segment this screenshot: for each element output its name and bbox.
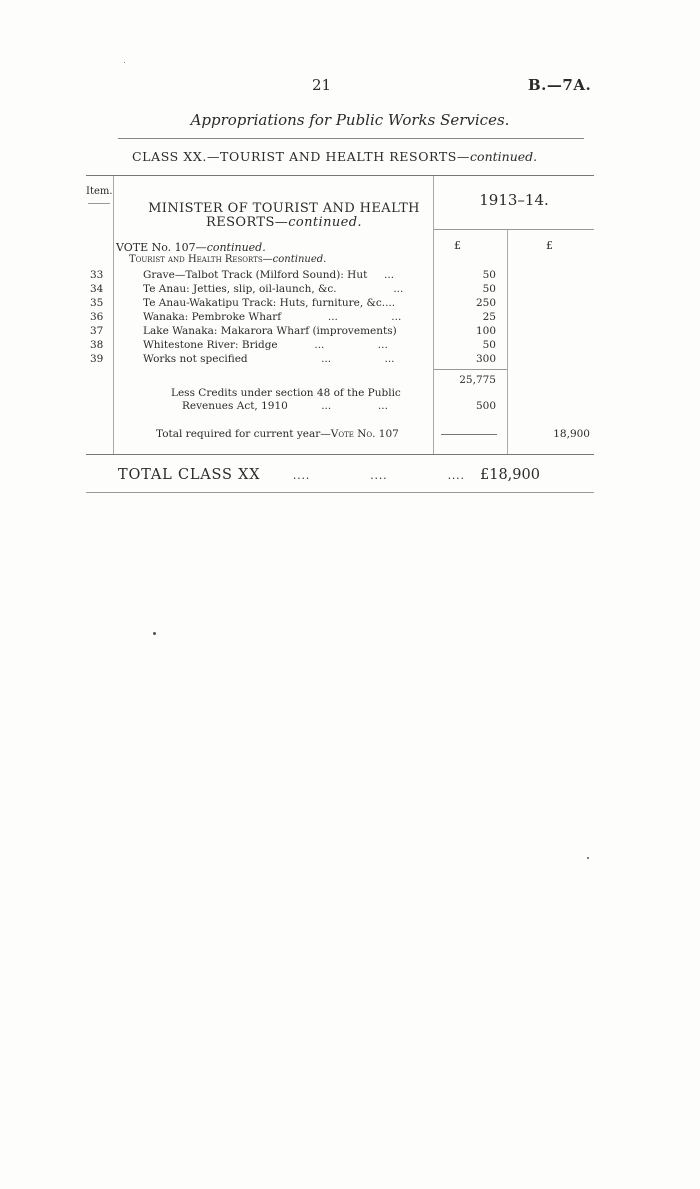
- row-description-text: Whitestone River: Bridge: [143, 339, 278, 351]
- total-required-vote: Vote No. 107: [330, 428, 399, 440]
- currency-header-2: £: [546, 239, 553, 252]
- row-amount: 50: [482, 283, 496, 295]
- page-heading: Appropriations for Public Works Services.: [190, 111, 510, 129]
- row-amount: 250: [475, 297, 496, 309]
- row-amount: 25: [482, 311, 496, 323]
- row-description: [143, 353, 433, 365]
- total-dash: [441, 434, 497, 435]
- row-amount: 50: [482, 269, 496, 281]
- row-description-text: Grave—Talbot Track (Milford Sound): Hut: [143, 269, 368, 281]
- vote-suffix: continued.: [206, 241, 266, 254]
- row-description: [143, 283, 433, 295]
- row-amount: 300: [475, 353, 496, 365]
- row-leader: ... ...: [321, 353, 395, 365]
- currency-header-1: £: [454, 239, 461, 252]
- class-title-suffix: continued.: [470, 149, 538, 164]
- subtotal-amount: 25,775: [459, 374, 496, 386]
- minister-line-1: MINISTER OF TOURIST AND HEALTH: [148, 201, 420, 216]
- row-amount: 100: [475, 325, 496, 337]
- vote-text: VOTE No. 107—: [116, 241, 207, 254]
- row-item-number: 36: [90, 311, 104, 323]
- row-description: [143, 269, 433, 281]
- row-description: [143, 311, 433, 323]
- minister-line-2-text: RESORTS—: [206, 215, 289, 230]
- minister-line-2-suffix: continued.: [288, 215, 362, 230]
- total-required-amount: 18,900: [553, 428, 590, 440]
- vote-heading: [116, 241, 266, 254]
- row-item-number: 38: [90, 339, 104, 351]
- grand-total-rule: [86, 492, 594, 493]
- row-leader: ... ...: [327, 311, 402, 323]
- row-description: [143, 297, 433, 309]
- class-title-main: CLASS XX.—TOURIST AND HEALTH RESORTS—: [132, 149, 471, 164]
- row-leader: ...: [384, 269, 395, 281]
- grand-total-leader: .... .... ....: [292, 469, 465, 482]
- row-item-number: 39: [90, 353, 104, 365]
- row-description: [143, 325, 433, 337]
- table-top-rule: [86, 175, 594, 176]
- row-item-number: 37: [90, 325, 104, 337]
- row-item-number: 34: [90, 283, 104, 295]
- subheading-suffix: continued.: [272, 254, 327, 265]
- total-required-text: Total required for current year—: [156, 428, 331, 440]
- year-rule: [434, 229, 594, 230]
- row-description-text: Te Anau-Wakatipu Track: Huts, furniture, &c....: [143, 297, 396, 309]
- table-bottom-rule: [86, 454, 594, 455]
- row-amount: 50: [482, 339, 496, 351]
- row-leader: ...: [393, 283, 404, 295]
- row-leader: ... ...: [314, 339, 388, 351]
- row-description-text: Works not specified: [143, 353, 248, 365]
- row-description-text: Lake Wanaka: Makarora Wharf (improvements): [143, 325, 397, 337]
- subheading-text: Tourist and Health Resorts—: [129, 254, 273, 265]
- item-column-header: Item.: [86, 186, 113, 197]
- minister-heading: [134, 202, 434, 230]
- grand-total-label: [118, 467, 465, 483]
- less-credits-line-2: [182, 400, 388, 412]
- row-description: [143, 339, 433, 351]
- grand-total-text: TOTAL CLASS XX: [118, 467, 261, 483]
- subtotal-rule: [434, 369, 507, 370]
- grand-total-amount: £18,900: [480, 467, 540, 483]
- less-credits-leader: ... ...: [321, 400, 388, 412]
- class-title: [132, 149, 537, 164]
- page-number: 21: [312, 76, 332, 94]
- less-credits-text: Revenues Act, 1910: [182, 400, 288, 412]
- row-item-number: 35: [90, 297, 104, 309]
- less-credits-amount: 500: [475, 400, 496, 412]
- minister-line-2: [134, 216, 434, 230]
- document-reference: B.—7A.: [528, 76, 592, 94]
- item-header-dash: [88, 203, 110, 204]
- scan-speck: [587, 857, 589, 859]
- amount-column-rule: [507, 230, 508, 454]
- row-description-text: Te Anau: Jetties, slip, oil-launch, &c.: [143, 283, 337, 295]
- row-item-number: 33: [90, 269, 104, 281]
- subheading: [129, 254, 326, 265]
- year-header: 1913–14.: [479, 191, 549, 209]
- total-required-label: [156, 428, 399, 440]
- heading-rule: [118, 138, 584, 139]
- row-description-text: Wanaka: Pembroke Wharf: [143, 311, 282, 323]
- less-credits-line-1: Less Credits under section 48 of the Public: [171, 387, 401, 399]
- scan-speck: [153, 632, 156, 635]
- scan-speck: [124, 62, 125, 63]
- item-column-rule: [113, 176, 114, 454]
